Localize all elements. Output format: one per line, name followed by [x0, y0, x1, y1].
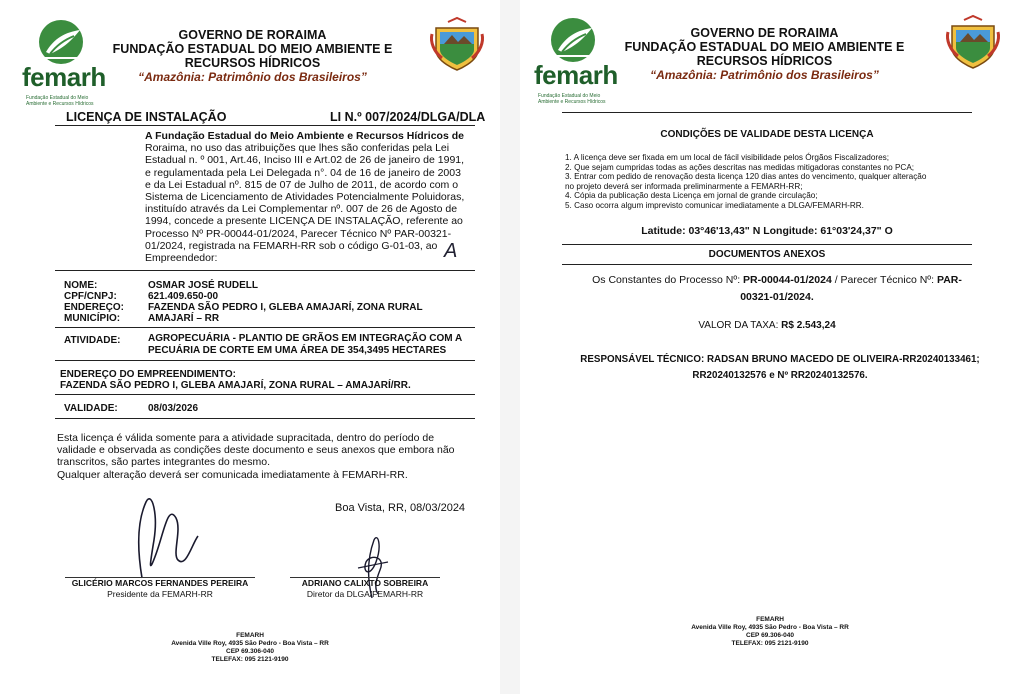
coordinates: Latitude: 03°46'13,43" N Longitude: 61°03'24,37" O — [641, 225, 893, 237]
intro-line-8: 1994, concede a presente LICENÇA DE INSTALAÇÃO, referente ao — [145, 215, 463, 228]
header-line-1: GOVERNO DE RORAIMA — [690, 26, 839, 40]
intro-line-6: Sistema de Licenciamento de Atividades Potencialmente Poluidoras, — [145, 191, 465, 204]
annex-report: PAR- — [936, 274, 962, 286]
intro-line-2: Roraima, no uso das atribuições que lhes são conferidas pela Lei — [145, 142, 450, 155]
municipality-label: MUNICÍPIO: — [64, 313, 121, 324]
conditions-title: CONDIÇÕES DE VALIDADE DESTA LICENÇA — [660, 129, 874, 140]
header-block — [110, 28, 395, 84]
activity-bottom-rule — [55, 360, 475, 361]
header-slogan: “Amazônia: Patrimônio dos Brasileiros” — [650, 68, 879, 82]
annex-rule — [562, 264, 972, 265]
header-line-1: GOVERNO DE RORAIMA — [178, 28, 327, 42]
activity-top-rule — [55, 327, 475, 328]
signature-1-image — [128, 484, 208, 582]
intro-line-11: Empreendedor: — [145, 252, 218, 265]
annex-line-1 — [562, 274, 992, 286]
notice-line-1: Esta licença é válida somente para a atividade supracitada, dentro do período de — [57, 432, 435, 444]
place-date: Boa Vista, RR, 08/03/2024 — [335, 502, 466, 514]
footer-cep: CEP 69.306-040 — [226, 648, 274, 655]
header-line-3: RECURSOS HÍDRICOS — [696, 54, 833, 68]
logo-wordmark: femarh — [534, 60, 618, 90]
notice-paragraph — [57, 432, 477, 481]
site-label: ENDEREÇO DO EMPREENDIMENTO: — [60, 369, 236, 380]
fee-label: VALOR DA TAXA: — [698, 320, 782, 331]
header-slogan: “Amazônia: Patrimônio dos Brasileiros” — [138, 70, 367, 84]
signature-2-name: ADRIANO CALIXTO SOBREIRA — [301, 578, 429, 588]
validity-bottom-rule — [55, 418, 475, 419]
footer-2 — [660, 616, 880, 648]
fields-top-rule — [55, 270, 475, 271]
coords-rule — [562, 244, 972, 245]
activity-label: ATIVIDADE: — [64, 335, 121, 346]
cpf-label: CPF/CNPJ: — [64, 291, 117, 302]
validity-label: VALIDADE: — [64, 403, 118, 414]
annex-line-2: 00321-01/2024. — [740, 291, 814, 303]
condition-3: 3. Entrar com pedido de renovação desta licença 120 dias antes do vencimento, qualquer alteração — [565, 172, 927, 182]
title-underline — [55, 125, 475, 126]
footer-1 — [140, 632, 360, 664]
license-number: LI N.º 007/2024/DLGA/DLA — [330, 110, 486, 124]
signature-2-role: Diretor da DLGA/FEMARH-RR — [306, 589, 424, 599]
footer-org: FEMARH — [236, 632, 264, 639]
header-line-2: FUNDAÇÃO ESTADUAL DO MEIO AMBIENTE E — [112, 42, 393, 56]
condition-5: 5. Caso ocorra algum imprevisto comunicar imediatamente a DLGA/FEMARH-RR. — [565, 200, 864, 210]
header-block — [622, 26, 907, 82]
condition-3-cont: no projeto deverá ser informada preliminarmente a FEMARH-RR; — [565, 181, 803, 191]
signature-1-name: GLICÉRIO MARCOS FERNANDES PEREIRA — [71, 578, 249, 588]
site-bottom-rule — [55, 394, 475, 395]
header-line-2: FUNDAÇÃO ESTADUAL DO MEIO AMBIENTE E — [624, 40, 905, 54]
annex-process: PR-00044-01/2024 — [743, 274, 832, 286]
intro-line-5: e da Lei Estadual nº. 815 de 07 de Julho de 2011, de acordo com o — [145, 178, 459, 191]
state-crest-icon — [944, 14, 1002, 72]
p2-top-rule — [562, 112, 972, 113]
page-gap — [500, 0, 520, 694]
notice-line-2: validade e observada as condições deste documento e seus anexos que embora não — [57, 444, 455, 457]
intro-line-9: Processo Nº PR-00044-01/2024, Parecer Técnico Nº PAR-00321- — [145, 227, 452, 240]
footer-phone: TELEFAX: 095 2121-9190 — [731, 640, 809, 647]
name-label: NOME: — [64, 280, 98, 291]
footer-phone: TELEFAX: 095 2121-9190 — [211, 656, 289, 663]
logo-tagline: Fundação Estadual do Meio Ambiente e Recursos Hídricos — [538, 93, 606, 105]
annex-mid: / Parecer Técnico Nº: — [831, 274, 937, 286]
state-crest-icon — [428, 16, 486, 74]
intro-line-7: instituído através da Lei Complementar nº. 007 de 26 de Agosto de — [145, 203, 458, 216]
header-line-3: RECURSOS HÍDRICOS — [184, 56, 321, 70]
fee-value: R$ 2.543,24 — [781, 320, 836, 331]
logo-tagline: Fundação Estadual do Meio Ambiente e Recursos Hídricos — [26, 95, 94, 107]
logo-wordmark: femarh — [22, 62, 106, 92]
intro-line-10: 01/2024, registrada na FEMARH-RR sob o código G-01-03, ao — [145, 239, 438, 252]
condition-2: 2. Que sejam cumpridas todas as ações descritas nas medidas mitigadoras constantes no PCA; — [565, 162, 915, 172]
address-label: ENDEREÇO: — [64, 302, 125, 313]
notice-line-4: Qualquer alteração deverá ser comunicada imediatamente à FEMARH-RR. — [57, 468, 408, 481]
intro-line-4: e regulamentada pela Lei Delegada n°. 04 de 16 de janeiro de 2003 — [145, 166, 461, 179]
leaf-logo-icon — [36, 18, 86, 66]
municipality-value: AMAJARÍ – RR — [148, 313, 220, 324]
signature-1-role: Presidente da FEMARH-RR — [107, 589, 213, 599]
intro-line-1: A Fundação Estadual do Meio Ambiente e Recursos Hídricos de — [145, 130, 464, 142]
condition-4: 4. Cópia da publicação desta Licença em jornal de grande circulação; — [565, 191, 818, 201]
notice-line-3: transcritos, são partes integrantes do mesmo. — [57, 456, 271, 469]
fee-line — [562, 320, 972, 332]
cpf-value: 621.409.650-00 — [148, 291, 219, 302]
leaf-logo-icon — [548, 16, 598, 64]
footer-org: FEMARH — [756, 616, 784, 623]
activity-value-line-2: PECUÁRIA DE CORTE EM UMA ÁREA DE 354,3495 HECTARES — [148, 345, 447, 356]
tech-line-1: RESPONSÁVEL TÉCNICO: RADSAN BRUNO MACEDO DE OLIVEIRA-RR20240133461; — [580, 354, 980, 365]
footer-address: Avenida Ville Roy, 4935 São Pedro - Boa Vista – RR — [171, 640, 329, 647]
condition-1: 1. A licença deve ser fixada em um local de fácil visibilidade pelos Órgãos Fiscalizadores; — [565, 153, 890, 162]
activity-value-line-1: AGROPECUÁRIA - PLANTIO DE GRÃOS EM INTEGRAÇÃO COM A — [148, 333, 463, 344]
page-1 — [0, 0, 500, 694]
footer-address: Avenida Ville Roy, 4935 São Pedro - Boa Vista – RR — [691, 624, 849, 631]
intro-paragraph — [145, 130, 480, 264]
page-2 — [520, 0, 1024, 694]
license-title: LICENÇA DE INSTALAÇÃO — [66, 110, 227, 124]
address-value: FAZENDA SÃO PEDRO I, GLEBA AMAJARÍ, ZONA RURAL — [148, 302, 423, 313]
name-value: OSMAR JOSÉ RUDELL — [148, 280, 259, 291]
annex-title: DOCUMENTOS ANEXOS — [708, 249, 826, 260]
initials-mark: A — [444, 240, 458, 262]
footer-cep: CEP 69.306-040 — [746, 632, 794, 639]
site-value: FAZENDA SÃO PEDRO I, GLEBA AMAJARÍ, ZONA RURAL – AMAJARÍ/RR. — [60, 380, 411, 391]
tech-line-2: RR20240132576 e Nº RR20240132576. — [692, 370, 868, 381]
intro-line-3: Estadual n. º 001, Art.46, Inciso III e Art.02 de 26 de janeiro de 1991, — [145, 154, 465, 167]
validity-value: 08/03/2026 — [148, 403, 199, 414]
conditions-list — [565, 153, 985, 211]
annex-pre: Os Constantes do Processo Nº: — [592, 274, 744, 286]
